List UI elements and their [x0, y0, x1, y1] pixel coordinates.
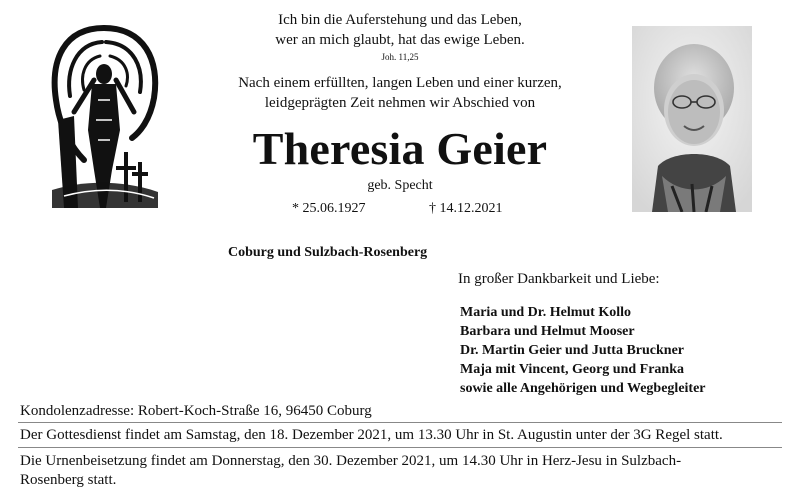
death-date: † 14.12.2021	[429, 201, 503, 216]
urn-burial-info: Die Urnenbeisetzung findet am Donnerstag, den 30. Dezember 2021, um 14.30 Uhr in Herz-Jesu in Sulzbach-Rosenberg statt.	[20, 453, 682, 488]
birth-date: * 25.06.1927	[292, 201, 366, 216]
verse-reference: Joh. 11,25	[381, 52, 419, 62]
location: Coburg und Sulzbach-Rosenberg	[228, 245, 428, 260]
intro-line: Nach einem erfüllten, langen Leben und einer kurzen,	[238, 75, 562, 91]
verse-line: wer an mich glaubt, hat das ewige Leben.	[275, 32, 525, 48]
resurrection-artwork	[44, 20, 164, 212]
portrait-image	[632, 26, 752, 212]
deceased-name: Theresia Geier	[252, 123, 548, 174]
intro-text	[180, 73, 620, 113]
service-info: Der Gottesdienst findet am Samstag, den 18. Dezember 2021, um 13.30 Uhr in St. Augustin unter der 3G Regel statt.	[20, 427, 723, 443]
mourner: Barbara und Helmut Mooser	[460, 324, 635, 339]
mourner: Dr. Martin Geier und Jutta Bruckner	[460, 343, 684, 358]
mourners-list	[460, 303, 706, 398]
verse-line: Ich bin die Auferstehung und das Leben,	[278, 12, 522, 28]
mourner: Maria und Dr. Helmut Kollo	[460, 305, 631, 320]
maiden-name: geb. Specht	[367, 178, 433, 193]
condolence-address: Kondolenzadresse: Robert-Koch-Straße 16, 96450 Coburg	[20, 403, 372, 419]
intro-line: leidgeprägten Zeit nehmen wir Abschied von	[264, 95, 536, 111]
mourner: Maja mit Vincent, Georg und Franka	[460, 362, 684, 377]
verse	[200, 10, 600, 50]
divider	[18, 422, 782, 423]
thanks-line: In großer Dankbarkeit und Liebe:	[458, 271, 660, 287]
divider	[18, 447, 782, 448]
portrait-photo	[632, 26, 752, 212]
mourner: sowie alle Angehörigen und Wegbegleiter	[460, 381, 706, 396]
